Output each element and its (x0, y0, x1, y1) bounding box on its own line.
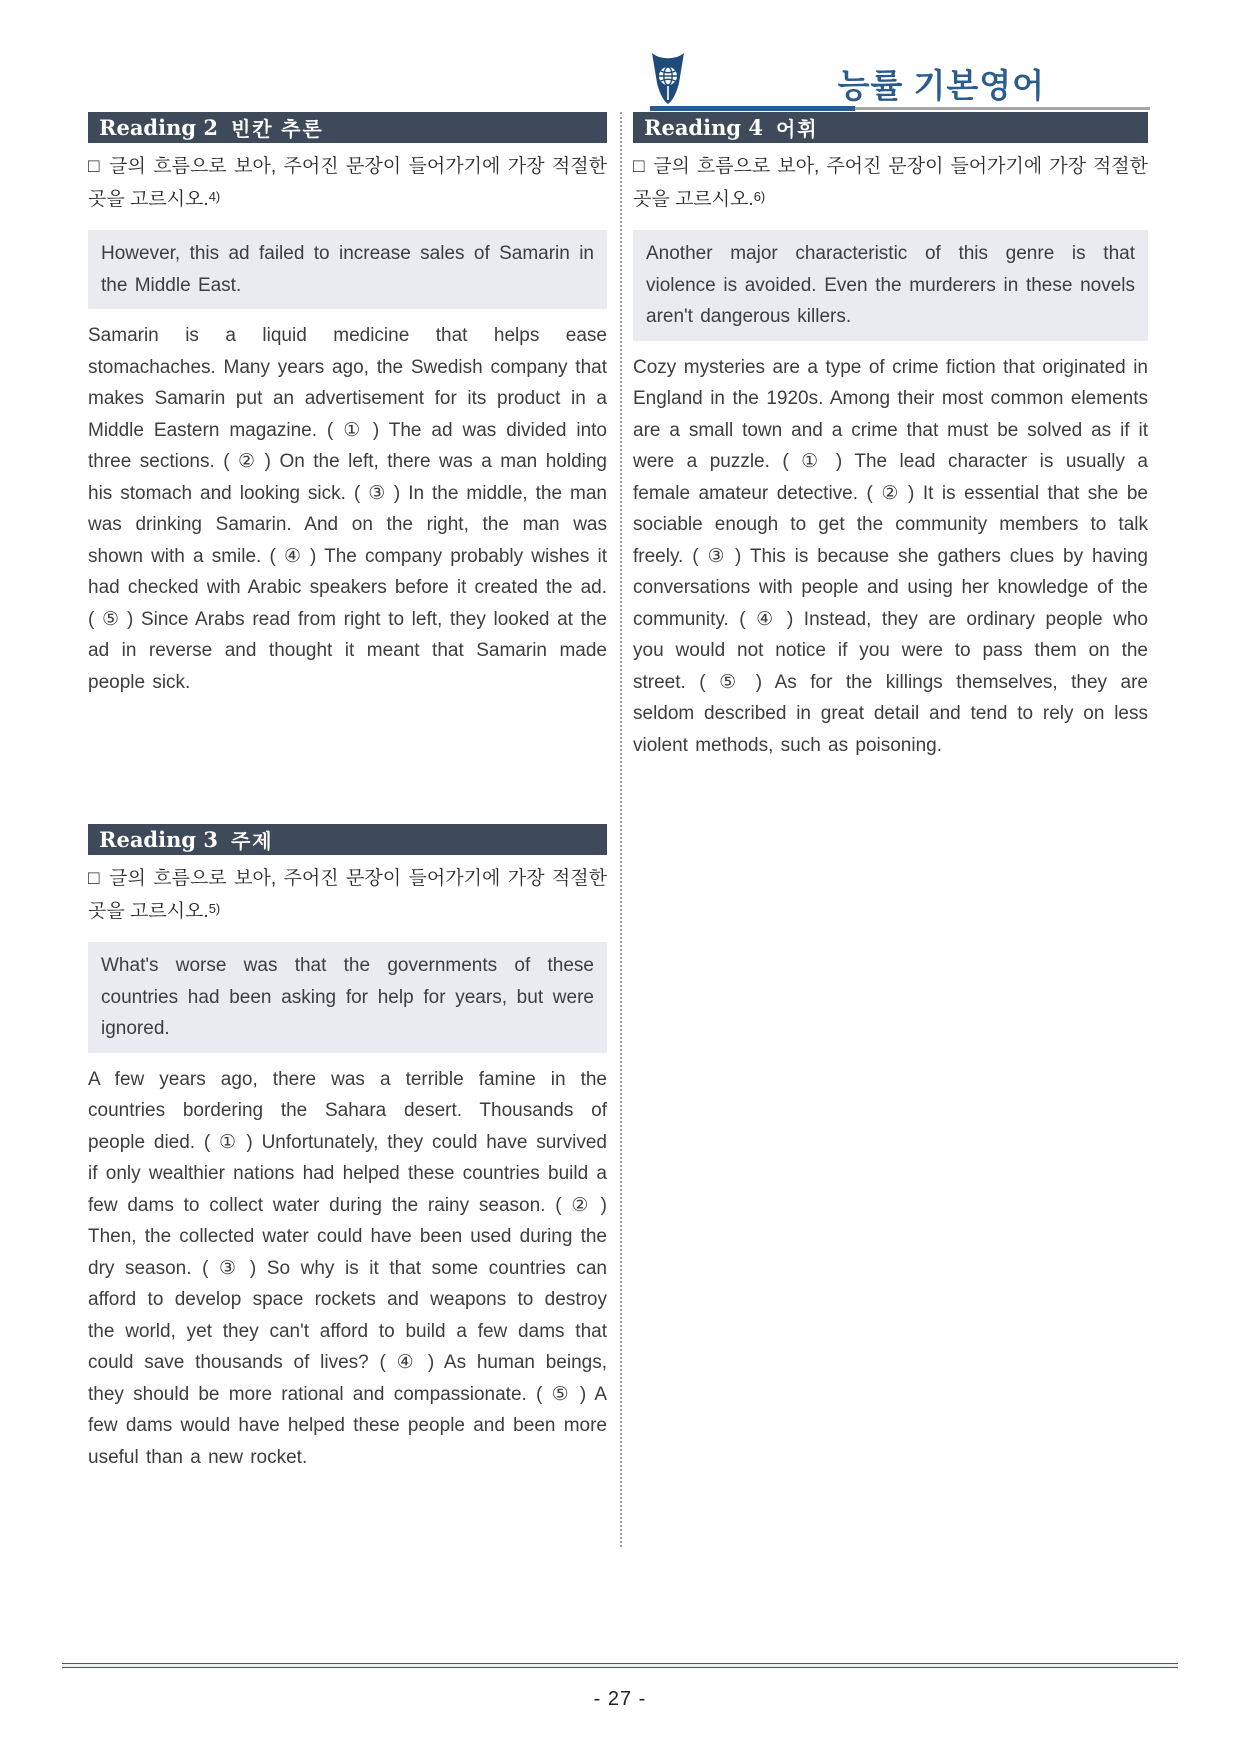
section-title-en: Reading 2 (99, 115, 218, 140)
instruction-text (88, 152, 607, 215)
instruction-body: □ 글의 흐름으로 보아, 주어진 문장이 들어가기에 가장 적절한 곳을 고르시오. (88, 156, 607, 210)
column-divider (620, 112, 622, 1547)
instruction-body: □ 글의 흐름으로 보아, 주어진 문장이 들어가기에 가장 적절한 곳을 고르시오. (88, 868, 607, 922)
page-number: - 27 - (593, 1688, 647, 1710)
given-sentence-box: Another major characteristic of this genre is that violence is avoided. Even the murderers in these novels aren't dangerous killers. (633, 230, 1148, 341)
passage-text: Cozy mysteries are a type of crime fiction that originated in England in the 1920s. Among their most common elements are a small town and a crime that must be solved as if it were a puzzle. ( ① ) The lead character is usually a female amateur detective. ( ② ) It is essential that she be sociable enough to get the community members to talk freely. ( ③ ) This is because she gathers clues by having conversations with people and using her knowledge of the community. ( ④ ) Instead, they are ordinary people who you would not notice if you were to pass them on the street. ( ⑤ ) As for the killings themselves, they are seldom described in great detail and tend to rely on less violent methods, such as poisoning. (633, 356, 1148, 756)
instruction-text (88, 864, 607, 927)
section-header-reading3 (88, 824, 607, 855)
section-title-en: Reading 3 (99, 827, 218, 852)
section-title-en: Reading 4 (644, 115, 763, 140)
passage-text: A few years ago, there was a terrible famine in the countries bordering the Sahara desert. Thousands of people died. ( ① ) Unfortunately, they could have survived if only wealthier nations had helped these countries build a few dams to collect water during the rainy season. ( ② ) Then, the collected water could have been used during the dry season. ( ③ ) So why is it that some countries can afford to develop space rockets and weapons to destroy the world, yet they can't afford to build a few dams that could save thousands of lives? ( ④ ) As human beings, they should be more rational and compassionate. ( ⑤ ) A few dams would have helped these people and been more useful than a new rocket. (88, 1068, 607, 1468)
passage-text: Samarin is a liquid medicine that helps ease stomachaches. Many years ago, the Swedish company that makes Samarin put an advertisement for its product in a Middle Eastern magazine. ( ① ) The ad was divided into three sections. ( ② ) On the left, there was a man holding his stomach and looking sick. ( ③ ) In the middle, the man was drinking Samarin. And on the right, the man was shown with a smile. ( ④ ) The company probably wishes it had checked with Arabic speakers before it created the ad. ( ⑤ ) Since Arabs read from right to left, they looked at the ad in reverse and thought it meant that Samarin made people sick. (88, 325, 607, 693)
pen-globe-icon (648, 50, 688, 106)
footnote-marker: 4) (208, 189, 221, 204)
header-rule-gray (855, 107, 1150, 110)
section-header-reading2 (88, 112, 607, 143)
section-reading2 (88, 112, 607, 698)
footnote-marker: 6) (753, 189, 766, 204)
section-header-reading4 (633, 112, 1148, 143)
section-title-ko: 주제 (230, 831, 274, 853)
brand-title: 능률 기본영어 (837, 67, 1045, 104)
given-sentence-box: What's worse was that the governments of these countries had been asking for help for years, but were ignored. (88, 942, 607, 1053)
given-sentence-box: However, this ad failed to increase sales of Samarin in the Middle East. (88, 230, 607, 309)
section-title-ko: 어휘 (775, 119, 819, 141)
section-reading3 (88, 824, 607, 1473)
instruction-body: □ 글의 흐름으로 보아, 주어진 문장이 들어가기에 가장 적절한 곳을 고르시오. (633, 156, 1148, 210)
header-rule-blue (650, 106, 855, 111)
section-reading4 (633, 112, 1148, 761)
instruction-text (633, 152, 1148, 215)
footnote-marker: 5) (208, 901, 221, 916)
footer-rule (62, 1663, 1178, 1668)
section-title-ko: 빈칸 추론 (230, 119, 324, 141)
